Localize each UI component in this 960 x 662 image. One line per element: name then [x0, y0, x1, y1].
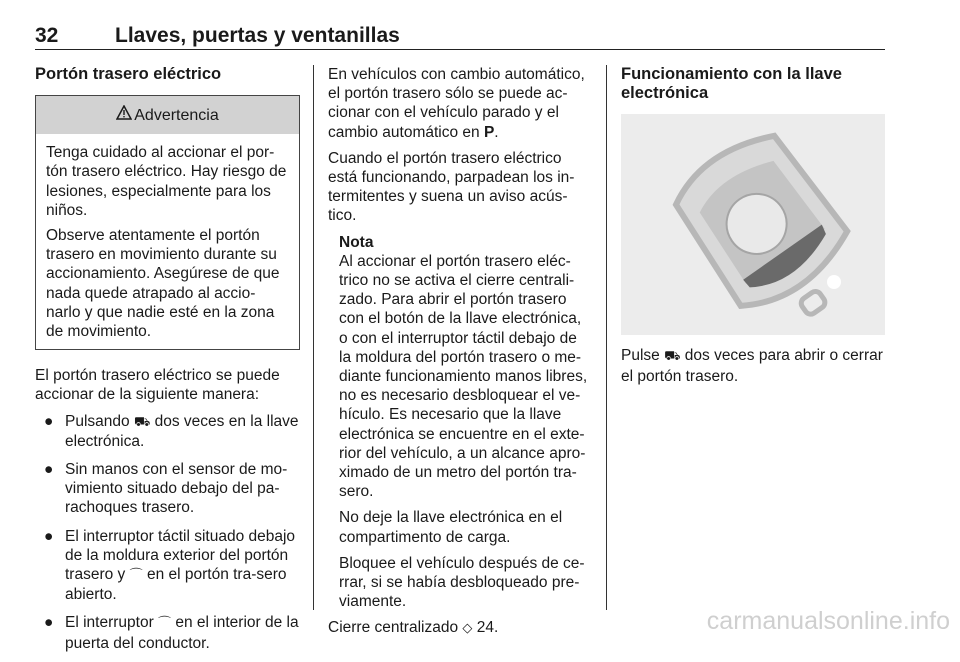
xref-arrow-icon: ◇	[462, 621, 473, 637]
list-item: ● El interruptor ⌒ en el interior de la puerta del conductor.	[44, 614, 299, 652]
warning-body	[36, 134, 299, 349]
paragraph-operation: Cuando el portón trasero eléctrico está funcionando, parpadean los in-termitentes y suena un aviso acús-tico.	[328, 149, 575, 225]
figure-caption: Pulse ⛟ dos veces para abrir o cerrar el portón trasero.	[621, 347, 883, 385]
note-paragraph-1: Al accionar el portón trasero eléc-trico no se activa el cierre centrali-zado. Para abrir el portón trasero con el botón de la llave electrónica, o con el interruptor táctil debajo de la moldura del portón trasero o me-diante funcionamiento manos libres, no es necesario desbloquear el ve-hículo. Es necesario que la llave electrónica se encuentre en el exte-rior del vehículo, a un alcance apro-ximado de un metro del portón tra-sero.	[339, 252, 588, 501]
column-3	[621, 65, 887, 393]
note-paragraph-3: Bloquee el vehículo después de ce-rrar, si se había desbloqueado pre-viamente.	[339, 554, 585, 611]
warning-triangle-icon	[116, 105, 132, 125]
warning-paragraph-1: Tenga cuidado al accionar el por-tón trasero eléctrico. Hay riesgo de lesiones, especialmente para los niños.	[46, 144, 287, 219]
cross-reference[interactable]: Cierre centralizado ◇ 24.	[328, 619, 499, 637]
intro-text: El portón trasero eléctrico se puede accionar de la siguiente manera:	[35, 367, 280, 404]
column-divider-2	[606, 65, 607, 610]
warning-paragraph-2: Observe atentamente el portón trasero en movimiento durante su accionamiento. Asegúrese de que nada quede atrapado al accio-narlo y que nadie esté en la zona de movimiento.	[46, 227, 280, 341]
warning-header	[36, 96, 299, 134]
tailgate-key-icon: ⛟	[664, 349, 681, 365]
warning-title: Advertencia	[134, 106, 219, 124]
paragraph-automatic: En vehículos con cambio automático, el portón trasero sólo se puede ac-cionar con el vehículo parado y el cambio automático en P.	[328, 66, 585, 141]
operation-list	[35, 412, 300, 653]
list-item: ● El interruptor táctil situado debajo de la moldura exterior del portón trasero y ⌒ en el portón tra-sero abierto.	[44, 527, 296, 604]
tailgate-switch-icon: ⌒	[158, 616, 172, 632]
column-1	[35, 65, 300, 662]
warning-box	[35, 95, 300, 350]
tailgate-switch-icon: ⌒	[129, 568, 143, 584]
note-paragraph-2: No deje la llave electrónica en el compartimento de carga.	[339, 509, 563, 546]
section-title: Portón trasero eléctrico	[35, 65, 222, 83]
watermark: carmanualsonline.info	[706, 607, 950, 635]
tailgate-key-icon: ⛟	[133, 414, 151, 430]
list-item: ● Sin manos con el sensor de mo-vimiento situado debajo del pa-rachoques trasero.	[44, 461, 288, 517]
header-rule	[35, 49, 885, 50]
column-divider-1	[313, 65, 314, 610]
page-number: 32	[35, 24, 59, 47]
subheading: Funcionamiento con la llave electrónica	[621, 65, 842, 103]
list-item: ● Pulsando ⛟ dos veces en la llave electrónica.	[44, 412, 299, 450]
column-2	[328, 65, 592, 646]
electronic-key-illustration	[621, 114, 885, 335]
note-title: Nota	[339, 233, 374, 251]
note-block	[328, 233, 592, 612]
page-header	[35, 22, 885, 52]
chapter-title: Llaves, puertas y ventanillas	[115, 24, 400, 47]
